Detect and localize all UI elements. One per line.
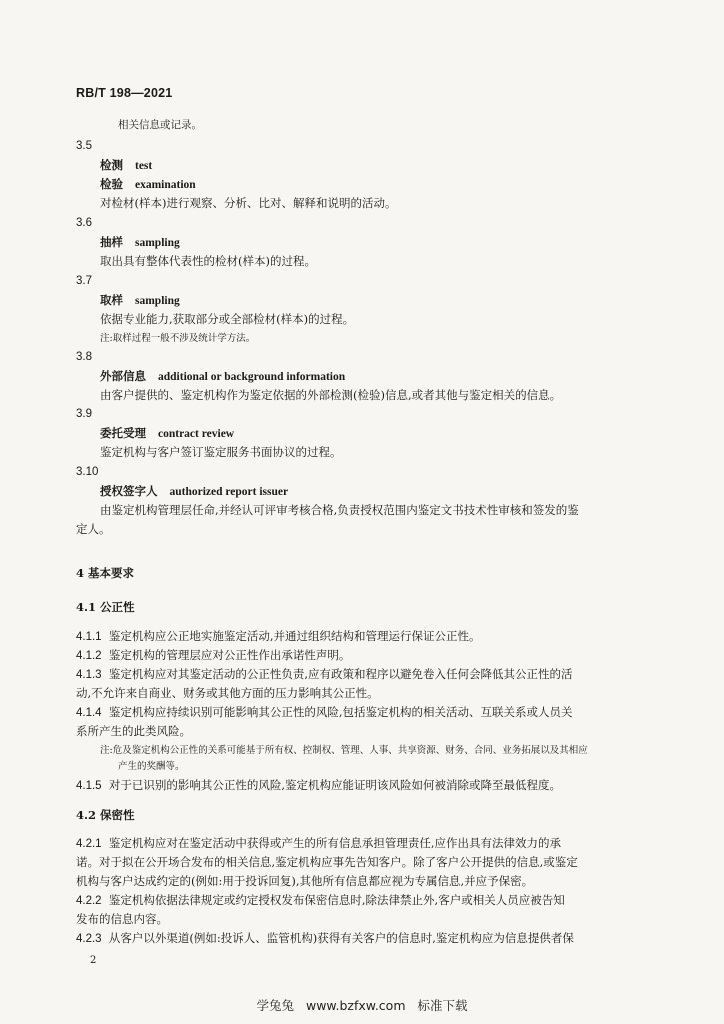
- clause-text: 鉴定机构应公正地实施鉴定活动,并通过组织结构和管理运行保证公正性。: [108, 629, 481, 643]
- term-entry: [100, 176, 196, 193]
- footer-site-name: 学兔兔: [256, 998, 294, 1013]
- clause-paragraph: [76, 835, 561, 852]
- note-text: 注:取样过程一般不涉及统计学方法。: [100, 333, 256, 344]
- clause-text-cont: 动,不允许来自商业、财务或其他方面的压力影响其公正性。: [76, 686, 379, 700]
- term-zh: 授权签字人: [100, 484, 158, 498]
- watermark-footer: [0, 996, 724, 1014]
- clause-paragraph: [76, 892, 565, 909]
- clause-text-cont: 诺。对于拟在公开场合发布的相关信息,鉴定机构应事先告知客户。除了客户公开提供的信息,或鉴定: [76, 855, 578, 869]
- clause-number: 4.1.2: [76, 650, 102, 662]
- term-entry: [100, 483, 288, 500]
- term-en: sampling: [135, 295, 180, 307]
- term-entry: [100, 425, 234, 442]
- note-text-cont: 产生的奖酬等。: [118, 761, 185, 772]
- clause-text: 鉴定机构应对其鉴定活动的公正性负责,应有政策和程序以避免卷入任何会降低其公正性的活: [108, 667, 573, 681]
- term-en: sampling: [135, 237, 180, 249]
- clause-text: 鉴定机构应持续识别可能影响其公正性的风险,包括鉴定机构的相关活动、互联关系或人员关: [108, 705, 573, 719]
- clause-text: 对于已识别的影响其公正性的风险,鉴定机构应能证明该风险如何被消除或降至最低程度。: [108, 778, 562, 792]
- clause-text: 从客户以外渠道(例如:投诉人、监管机构)获得有关客户的信息时,鉴定机构应为信息提供者保: [108, 931, 574, 945]
- footer-tagline: 标准下载: [417, 998, 468, 1013]
- term-definition: 对检材(样本)进行观察、分析、比对、解释和说明的活动。: [100, 196, 397, 210]
- clause-number: 3.9: [76, 408, 92, 420]
- clause-text: 鉴定机构依据法律规定或约定授权发布保密信息时,除法律禁止外,客户或相关人员应被告知: [108, 893, 565, 907]
- term-en: authorized report issuer: [169, 486, 289, 498]
- continued-text: 相关信息或记录。: [118, 119, 202, 131]
- clause-number: 4.2.1: [76, 838, 102, 850]
- subsection-heading: 4.2 保密性: [76, 808, 135, 822]
- clause-number: 3.8: [76, 351, 92, 363]
- page-number: 2: [90, 955, 97, 966]
- term-definition: 鉴定机构与客户签订鉴定服务书面协议的过程。: [100, 445, 342, 459]
- clause-paragraph: [76, 628, 481, 645]
- clause-number: 3.10: [76, 466, 99, 478]
- clause-number: 4.2.3: [76, 933, 102, 945]
- clause-text: 鉴定机构应对在鉴定活动中获得或产生的所有信息承担管理责任,应作出具有法律效力的承: [108, 836, 562, 850]
- term-en: test: [135, 160, 153, 172]
- term-entry: [100, 234, 180, 251]
- term-entry: [100, 292, 180, 309]
- clause-text: 鉴定机构的管理层应对公正性作出承诺性声明。: [108, 648, 351, 662]
- footer-url-link[interactable]: www.bzfxw.com: [305, 998, 406, 1013]
- clause-text-cont: 发布的信息内容。: [76, 912, 168, 926]
- clause-text-cont: 机构与客户达成约定的(例如:用于投诉回复),其他所有信息都应视为专属信息,并应予保密。: [76, 874, 534, 888]
- term-zh: 取样: [100, 293, 123, 307]
- term-zh: 检验: [100, 177, 123, 191]
- clause-number: 4.1.4: [76, 707, 102, 719]
- clause-number: 3.6: [76, 217, 92, 229]
- document-code-header: RB/T 198—2021: [76, 86, 173, 100]
- clause-paragraph: [76, 704, 573, 721]
- clause-number: 3.5: [76, 140, 92, 152]
- clause-paragraph: [76, 666, 573, 683]
- clause-paragraph: [76, 930, 574, 947]
- term-zh: 抽样: [100, 235, 123, 249]
- clause-text-cont: 系所产生的此类风险。: [76, 724, 191, 738]
- clause-number: 4.1.1: [76, 631, 102, 643]
- section-heading: 4 基本要求: [76, 566, 135, 580]
- term-zh: 委托受理: [100, 426, 146, 440]
- clause-paragraph: [76, 777, 561, 794]
- term-definition-cont: 定人。: [76, 522, 111, 536]
- term-entry: [100, 157, 152, 174]
- clause-number: 3.7: [76, 275, 92, 287]
- term-zh: 外部信息: [100, 369, 146, 383]
- term-definition: 取出具有整体代表性的检材(样本)的过程。: [100, 254, 316, 268]
- term-en: additional or background information: [158, 371, 346, 383]
- subsection-heading: 4.1 公正性: [76, 600, 135, 614]
- term-entry: [100, 368, 345, 385]
- term-definition: 依据专业能力,获取部分或全部检材(样本)的过程。: [100, 312, 355, 326]
- note-text: 注:危及鉴定机构公正性的关系可能基于所有权、控制权、管理、人事、共享资源、财务、合同、业务拓展以及其相应: [100, 745, 588, 756]
- term-zh: 检测: [100, 158, 123, 172]
- term-definition: 由客户提供的、鉴定机构作为鉴定依据的外部检测(检验)信息,或者其他与鉴定相关的信息。: [100, 388, 562, 402]
- term-definition: 由鉴定机构管理层任命,并经认可评审考核合格,负责授权范围内鉴定文书技术性审核和签发的鉴: [100, 503, 579, 517]
- term-en: examination: [135, 179, 196, 191]
- clause-number: 4.1.3: [76, 669, 102, 681]
- clause-number: 4.2.2: [76, 895, 102, 907]
- term-en: contract review: [158, 428, 235, 440]
- clause-paragraph: [76, 647, 350, 664]
- clause-number: 4.1.5: [76, 780, 102, 792]
